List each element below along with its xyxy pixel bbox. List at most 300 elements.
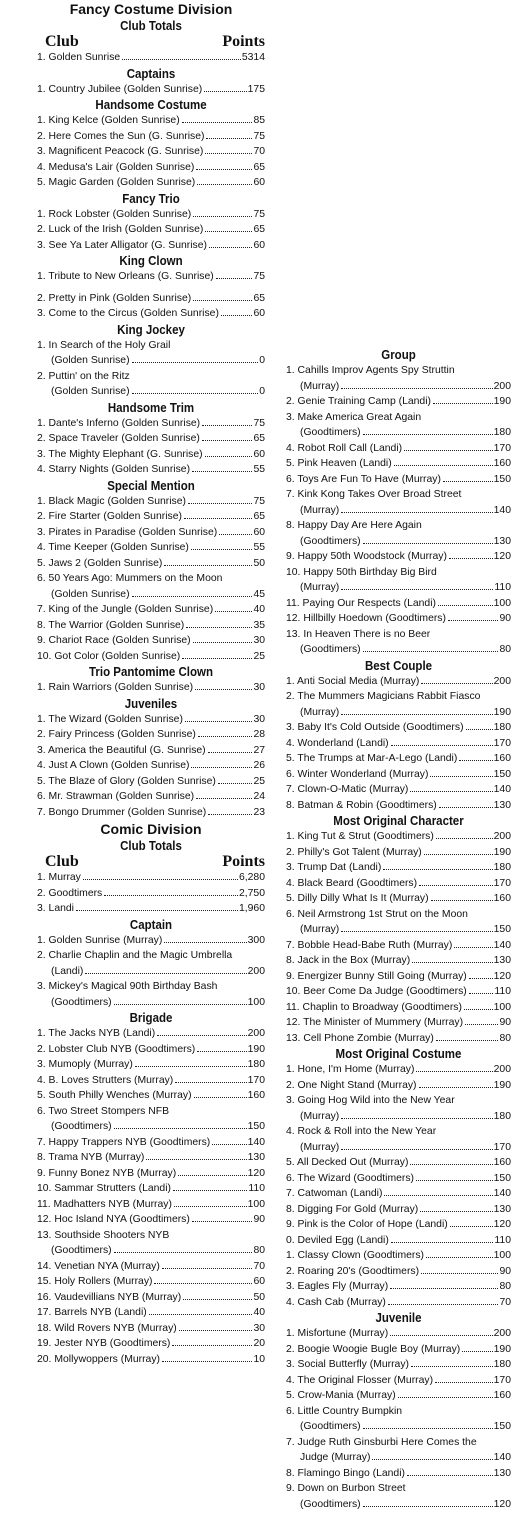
entry-name: 0. Deviled Egg (Landi) — [286, 1234, 389, 1246]
right-column — [286, 347, 511, 1512]
entry-row — [286, 1279, 511, 1295]
entry-club: (Goodtimers) — [51, 1245, 112, 1256]
result-entry — [286, 518, 511, 549]
entry-row — [37, 1352, 265, 1368]
entry-name: 1. Country Jubilee (Golden Sunrise) — [37, 83, 203, 95]
result-entry — [286, 456, 511, 472]
leader-dots — [188, 503, 252, 504]
entry-name: 6. Winter Wonderland (Murray) — [286, 768, 429, 780]
entry-row — [286, 1217, 511, 1233]
result-entry — [37, 886, 265, 902]
result-entry — [286, 782, 511, 798]
entry-name: 5. Dilly Dilly What Is It (Murray) — [286, 893, 429, 904]
leader-dots — [205, 153, 252, 154]
entry-row — [286, 1202, 511, 1218]
entry-club: (Goodtimers) — [51, 1121, 112, 1132]
entry-row — [286, 984, 511, 1000]
entry-points: 170 — [493, 442, 511, 454]
category-heading: Club Totals — [120, 839, 182, 853]
entry-points: 150 — [493, 1172, 511, 1184]
result-entry — [286, 1000, 511, 1016]
points-column-label: Points — [222, 33, 265, 50]
entry-row — [37, 525, 265, 541]
entry-name: 5. Crow-Mania (Murray) — [286, 1390, 396, 1401]
entry-name: 9. Energizer Bunny Still Going (Murray) — [286, 970, 467, 982]
entry-points: 140 — [247, 1136, 265, 1148]
result-entry — [286, 363, 511, 394]
leader-dots — [363, 1506, 493, 1507]
entry-name: 20. Mollywoppers (Murray) — [37, 1353, 160, 1365]
entry-row — [37, 743, 265, 759]
entry-points: 120 — [493, 551, 511, 562]
result-entry — [286, 1217, 511, 1233]
entry-row — [37, 1290, 265, 1306]
entry-row — [37, 556, 265, 572]
entry-row — [37, 291, 265, 307]
leader-dots — [172, 1345, 252, 1346]
result-entry — [37, 1321, 265, 1337]
entry-points: 70 — [253, 146, 265, 157]
leader-dots — [206, 138, 252, 139]
entry-name: 8. Digging For Gold (Murray) — [286, 1203, 419, 1215]
result-entry — [37, 540, 265, 556]
entry-points: 200 — [493, 675, 511, 687]
result-entry — [286, 1015, 511, 1031]
entry-points: 60 — [253, 526, 265, 538]
entry-row — [286, 534, 511, 550]
entry-row — [286, 1357, 511, 1373]
entry-row — [286, 938, 511, 954]
leader-dots — [122, 59, 241, 60]
entry-points: 65 — [253, 433, 265, 444]
result-entry — [286, 1062, 511, 1078]
entry-name: 11. Chaplin to Broadway (Goodtimers) — [286, 1001, 462, 1013]
entry-points: 180 — [493, 427, 511, 438]
entry-name: 5. South Philly Wenches (Murray) — [37, 1090, 192, 1101]
entry-row — [286, 456, 511, 472]
leader-dots — [202, 440, 253, 441]
entry-row — [37, 306, 265, 322]
leader-dots — [185, 721, 253, 722]
leader-dots — [464, 1009, 493, 1010]
entry-row — [37, 160, 265, 176]
leader-dots — [219, 534, 252, 535]
entry-points: 200 — [493, 380, 511, 392]
entry-points: 40 — [253, 1307, 265, 1318]
entry-row — [286, 441, 511, 457]
entry-name: 6. The Wizard (Goodtimers) — [286, 1172, 414, 1184]
entry-row — [286, 782, 511, 798]
club-points-header — [37, 34, 265, 50]
entry-points: 160 — [493, 458, 511, 469]
leader-dots — [430, 776, 492, 777]
entry-name: 1. Cahills Improv Agents Spy Struttin — [286, 365, 455, 376]
entry-points: 110 — [494, 986, 511, 997]
entry-row — [37, 509, 265, 525]
entry-name: 2. Genie Training Camp (Landi) — [286, 396, 431, 407]
entry-points: 65 — [253, 224, 265, 235]
entry-name: 11. Madhatters NYB (Murray) — [37, 1198, 172, 1210]
entry-name: 16. Vaudevillians NYB (Murray) — [37, 1291, 182, 1303]
entry-name: 1. The Wizard (Golden Sunrise) — [37, 713, 183, 725]
entry-name: 1. Misfortune (Murray) — [286, 1328, 389, 1339]
entry-points: 180 — [493, 1359, 511, 1370]
entry-name: 5. The Blaze of Glory (Golden Sunrise) — [37, 775, 216, 787]
entry-name: 7. Kink Kong Takes Over Broad Street — [286, 489, 462, 500]
leader-dots — [390, 1335, 492, 1336]
leader-dots — [416, 1071, 492, 1072]
result-entry — [286, 611, 511, 627]
result-entry — [286, 1186, 511, 1202]
entry-row — [37, 587, 265, 603]
entry-points: 50 — [253, 1291, 265, 1303]
entry-points: 30 — [253, 1322, 265, 1334]
entry-points: 130 — [493, 1467, 511, 1479]
leader-dots — [208, 814, 252, 815]
result-entry — [286, 1373, 511, 1389]
entry-name: 11. Paying Our Respects (Landi) — [286, 597, 436, 609]
result-entry — [286, 472, 511, 488]
leader-dots — [191, 767, 252, 768]
entry-points: 140 — [493, 939, 511, 951]
entry-row — [37, 462, 265, 478]
leader-dots — [193, 216, 252, 217]
leader-dots — [196, 169, 252, 170]
entry-name: 7. Clown-O-Matic (Murray) — [286, 784, 409, 795]
leader-dots — [412, 962, 493, 963]
entry-name: 9. Happy 50th Woodstock (Murray) — [286, 551, 447, 562]
entry-points: 75 — [253, 495, 265, 507]
result-entry — [37, 238, 265, 254]
entry-club: (Golden Sunrise) — [51, 386, 130, 397]
result-entry — [37, 571, 265, 602]
category-heading: Best Couple — [364, 658, 433, 673]
entry-name: 13. In Heaven There is no Beer — [286, 628, 431, 640]
entry-points: 160 — [493, 893, 511, 904]
result-entry — [286, 549, 511, 565]
entry-name: 4. Cash Cab (Murray) — [286, 1296, 386, 1308]
entry-points: 45 — [253, 588, 265, 600]
entry-row — [286, 1295, 511, 1311]
entry-name: 2. Goodtimers — [37, 887, 103, 899]
division-title: Comic Division — [100, 821, 202, 837]
entry-points: 110 — [494, 1234, 511, 1246]
entry-points: 150 — [247, 1121, 265, 1132]
entry-name: 8. Happy Day Are Here Again — [286, 520, 422, 531]
entry-row — [37, 964, 265, 980]
leader-dots — [420, 1211, 492, 1212]
entry-row — [286, 1186, 511, 1202]
entry-name: 1. Murray — [37, 872, 81, 883]
category-heading: Brigade — [129, 1011, 173, 1025]
entry-name: 9. Funny Bonez NYB (Murray) — [37, 1167, 177, 1179]
result-entry — [37, 933, 265, 949]
leader-dots — [410, 1164, 492, 1165]
result-entry — [37, 1336, 265, 1352]
entry-name: 4. The Original Flosser (Murray) — [286, 1374, 434, 1386]
entry-name: 3. Going Hog Wild into the New Year — [286, 1095, 455, 1106]
result-entry — [286, 1326, 511, 1342]
entry-row — [37, 1057, 265, 1073]
entry-points: 100 — [493, 597, 511, 609]
entry-row — [286, 379, 511, 395]
entry-row — [37, 870, 265, 886]
category-heading: King Jockey — [117, 322, 185, 337]
entry-name: 10. Sammar Strutters (Landi) — [37, 1183, 171, 1194]
result-entry — [37, 1181, 265, 1197]
entry-name: 1. Dante's Inferno (Golden Sunrise) — [37, 417, 201, 429]
entry-row — [37, 1197, 265, 1213]
entry-name: 5. All Decked Out (Murray) — [286, 1157, 409, 1168]
entry-name: 3. Mickey's Magical 90th Birthday Bash — [37, 981, 218, 992]
entry-name: 1. Hone, I'm Home (Murray) — [286, 1064, 415, 1075]
entry-row — [286, 798, 511, 814]
leader-dots — [443, 481, 493, 482]
entry-row — [37, 1119, 265, 1135]
entry-points: 60 — [253, 448, 265, 460]
entry-points: 160 — [493, 1390, 511, 1401]
entry-name: 9. Pink is the Color of Hope (Landi) — [286, 1219, 448, 1230]
entry-club: (Murray) — [300, 582, 340, 593]
entry-club: (Murray) — [300, 380, 340, 392]
entry-row — [286, 767, 511, 783]
result-entry — [286, 1248, 511, 1264]
entry-row — [37, 1166, 265, 1182]
category-heading: Captains — [126, 66, 176, 81]
result-entry — [37, 1290, 265, 1306]
entry-row — [286, 1373, 511, 1389]
leader-dots — [205, 456, 253, 457]
result-entry — [37, 207, 265, 223]
category-heading: Most Original Costume — [335, 1047, 462, 1061]
entry-points: 80 — [499, 644, 511, 655]
result-entry — [286, 1342, 511, 1358]
entry-row — [286, 549, 511, 565]
entry-points: 140 — [493, 504, 511, 516]
leader-dots — [419, 1087, 493, 1088]
result-entry — [37, 979, 265, 1010]
leader-dots — [83, 879, 238, 880]
result-entry — [286, 938, 511, 954]
result-entry — [37, 462, 265, 478]
points-column-label: Points — [222, 853, 265, 870]
leader-dots — [76, 910, 238, 911]
leader-dots — [363, 543, 493, 544]
category-heading: Group — [381, 348, 416, 362]
entry-name: 13. Cell Phone Zombie (Murray) — [286, 1032, 434, 1044]
entry-row — [286, 472, 511, 488]
entry-name: 10. Beer Come Da Judge (Goodtimers) — [286, 986, 467, 997]
left-column — [37, 0, 265, 1367]
entry-name: 9. Down on Burbon Street — [286, 1483, 406, 1494]
leader-dots — [182, 122, 253, 123]
result-entry — [37, 633, 265, 649]
entry-row — [37, 269, 265, 285]
entry-row — [37, 50, 265, 66]
entry-row — [286, 580, 511, 596]
entry-name: 2. Philly's Got Talent (Murray) — [286, 846, 422, 858]
entry-row — [37, 82, 265, 98]
entry-points: 100 — [247, 996, 265, 1008]
result-entry — [37, 1197, 265, 1213]
entry-name: 13. Southside Shooters NYB — [37, 1229, 170, 1241]
leader-dots — [174, 1206, 247, 1207]
leader-dots — [383, 869, 492, 870]
leader-dots — [198, 736, 253, 737]
entry-points: 190 — [493, 1343, 511, 1355]
result-entry — [286, 487, 511, 518]
result-entry — [286, 1279, 511, 1295]
leader-dots — [384, 1195, 492, 1196]
result-entry — [286, 969, 511, 985]
entry-points: 190 — [493, 846, 511, 858]
result-entry — [286, 767, 511, 783]
result-entry — [286, 1093, 511, 1124]
entry-points: 160 — [247, 1090, 265, 1101]
entry-points: 20 — [253, 1338, 265, 1349]
entry-points: 30 — [253, 713, 265, 725]
entry-points: 25 — [253, 650, 265, 662]
leader-dots — [197, 1051, 246, 1052]
entry-name: 2. Boogie Woogie Bugle Boy (Murray) — [286, 1343, 461, 1355]
entry-points: 180 — [493, 722, 511, 733]
leader-dots — [209, 247, 252, 248]
entry-row — [37, 494, 265, 510]
entry-club: (Murray) — [300, 504, 340, 516]
result-entry — [286, 845, 511, 861]
leader-dots — [410, 791, 492, 792]
result-entry — [37, 447, 265, 463]
entry-points: 180 — [493, 1110, 511, 1122]
result-entry — [286, 891, 511, 907]
leader-dots — [341, 512, 492, 513]
result-entry — [37, 618, 265, 634]
entry-name: 8. Trama NYB (Murray) — [37, 1152, 145, 1163]
entry-points: 120 — [493, 970, 511, 982]
leader-dots — [114, 1252, 253, 1253]
result-entry — [37, 758, 265, 774]
leader-dots — [436, 1040, 499, 1041]
result-entry — [37, 222, 265, 238]
entry-row — [286, 674, 511, 690]
entry-row — [37, 1274, 265, 1290]
entry-points: 65 — [253, 511, 265, 522]
entry-row — [37, 1212, 265, 1228]
entry-row — [37, 447, 265, 463]
entry-club: (Goodtimers) — [300, 1498, 361, 1510]
entry-points: 2,750 — [238, 887, 265, 899]
entry-name: 1. Rock Lobster (Golden Sunrise) — [37, 208, 192, 220]
entry-points: 130 — [493, 799, 511, 811]
entry-points: 10 — [253, 1353, 265, 1365]
entry-row — [37, 129, 265, 145]
entry-name: 6. Neil Armstrong 1st Strut on the Moon — [286, 908, 468, 920]
leader-dots — [154, 1283, 252, 1284]
entry-row — [37, 1150, 265, 1166]
leader-dots — [205, 231, 252, 232]
entry-points: 70 — [499, 1296, 511, 1308]
entry-name: 7. Bongo Drummer (Golden Sunrise) — [37, 806, 207, 818]
entry-row — [286, 394, 511, 410]
result-entry — [37, 525, 265, 541]
entry-row — [286, 736, 511, 752]
entry-name: 5. Jaws 2 (Golden Sunrise) — [37, 557, 163, 569]
entry-name: 1. Black Magic (Golden Sunrise) — [37, 495, 186, 507]
leader-dots — [363, 1428, 493, 1429]
result-entry — [37, 160, 265, 176]
leader-dots — [390, 1288, 498, 1289]
entry-points: 27 — [253, 744, 265, 756]
entry-club: (Murray) — [300, 924, 340, 935]
result-entry — [37, 306, 265, 322]
result-entry — [286, 1031, 511, 1047]
entry-name: 4. Wonderland (Landi) — [286, 737, 389, 749]
entry-row — [37, 1259, 265, 1275]
category-heading: Juveniles — [124, 696, 178, 711]
result-entry — [37, 805, 265, 821]
result-entry — [37, 1135, 265, 1151]
entry-row — [286, 425, 511, 441]
entry-points: 75 — [253, 208, 265, 220]
result-entry — [37, 556, 265, 572]
entry-name: 2. Roaring 20's (Goodtimers) — [286, 1265, 420, 1277]
entry-name: 6. Toys Are Fun To Have (Murray) — [286, 473, 441, 485]
result-entry — [286, 860, 511, 876]
leader-dots — [173, 1190, 247, 1191]
entry-name: 7. Bobble Head-Babe Ruth (Murray) — [286, 939, 453, 951]
entry-name: 1. Golden Sunrise — [37, 52, 121, 63]
result-entry — [37, 1305, 265, 1321]
entry-name: 4. Robot Roll Call (Landi) — [286, 442, 403, 454]
leader-dots — [212, 1144, 246, 1145]
entry-points: 130 — [493, 955, 511, 966]
result-entry — [286, 953, 511, 969]
entry-club: (Goodtimers) — [300, 427, 361, 438]
result-entry — [37, 649, 265, 665]
entry-name: 9. Chariot Race (Golden Sunrise) — [37, 635, 191, 646]
leader-dots — [104, 895, 238, 896]
entry-points: 170 — [493, 877, 511, 889]
leader-dots — [178, 1175, 246, 1176]
entry-points: 55 — [253, 464, 265, 475]
entry-points: 175 — [247, 83, 265, 95]
leader-dots — [454, 947, 492, 948]
entry-row — [286, 1326, 511, 1342]
entry-row — [286, 751, 511, 767]
entry-points: 150 — [493, 768, 511, 780]
leader-dots — [146, 1159, 246, 1160]
entry-row — [286, 1062, 511, 1078]
entry-name: 8. Flamingo Bingo (Landi) — [286, 1467, 405, 1479]
result-entry — [286, 1435, 511, 1466]
leader-dots — [164, 942, 246, 943]
entry-row — [286, 1264, 511, 1280]
result-entry — [286, 596, 511, 612]
entry-points: 200 — [493, 1064, 511, 1075]
result-entry — [37, 144, 265, 160]
entry-name: 2. The Mummers Magicians Rabbit Fiasco — [286, 691, 481, 702]
entry-club: (Golden Sunrise) — [51, 588, 130, 600]
entry-row — [37, 384, 265, 400]
result-entry — [37, 1104, 265, 1135]
category-heading: Club Totals — [120, 19, 182, 33]
leader-dots — [435, 1382, 493, 1383]
leader-dots — [449, 558, 493, 559]
entry-points: 140 — [493, 784, 511, 795]
entry-name: 3. Eagles Fly (Murray) — [286, 1281, 389, 1292]
result-entry — [37, 901, 265, 917]
division-title: Fancy Costume Division — [69, 1, 233, 17]
